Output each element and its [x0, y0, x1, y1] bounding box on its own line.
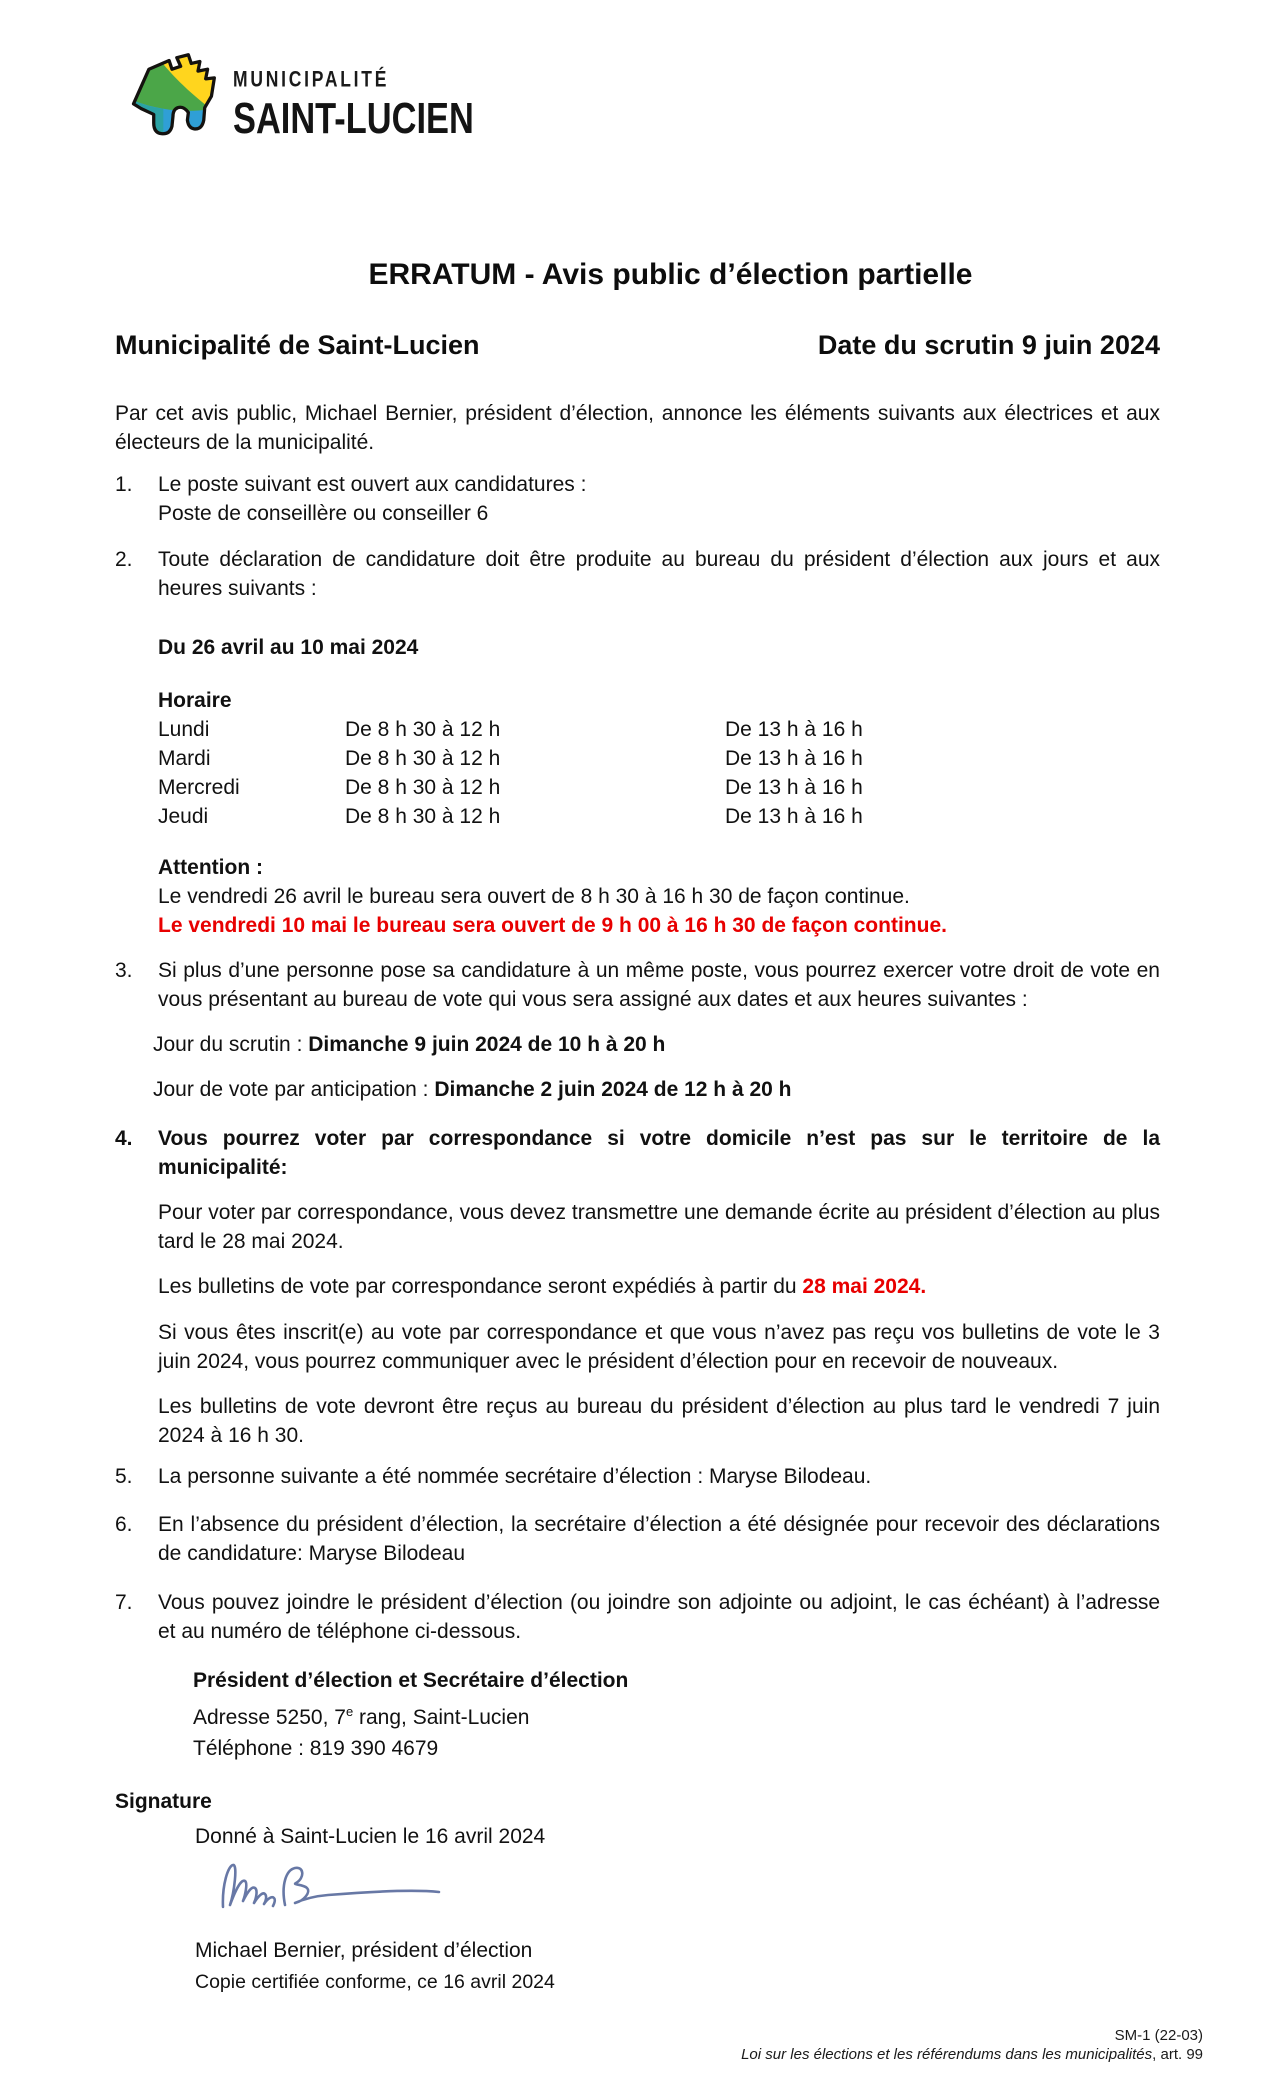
- footer-form-code: SM-1 (22-03): [1114, 2027, 1203, 2044]
- position-name: Poste de conseillère ou conseiller 6: [158, 502, 489, 525]
- list-item-4: [115, 1124, 1160, 1182]
- municipality-logo: [115, 52, 1160, 148]
- signatory-name: Michael Bernier, président d’élection: [195, 1939, 533, 1962]
- brand-text: [233, 52, 534, 143]
- schedule-row: [158, 744, 1160, 773]
- certified-copy-line: Copie certifiée conforme, ce 16 avril 2024: [195, 1971, 555, 1993]
- address-ordinal: e: [345, 1704, 354, 1719]
- am-hours-cell: De 8 h 30 à 12 h: [345, 776, 501, 799]
- law-title: Loi sur les élections et les référendums dans les municipalités: [741, 2046, 1153, 2063]
- scrutin-date: Date du scrutin 9 juin 2024: [817, 330, 1160, 360]
- attention-label: Attention :: [158, 856, 263, 879]
- item-number: 2.: [115, 548, 133, 571]
- declaration-rule: Toute déclaration de candidature doit être produite au bureau du président d’élection aux jours et aux heures suivants :: [158, 548, 1160, 600]
- secretary-appointment: La personne suivante a été nommée secrétaire d’élection : Maryse Bilodeau.: [158, 1465, 872, 1488]
- law-article: , art. 99: [1152, 2046, 1203, 2063]
- footer-law-reference: [741, 2045, 1203, 2064]
- correspondence-paragraph-3: Si vous êtes inscrit(e) au vote par correspondance et que vous n’avez pas reçu vos bulletins de vote le 3 juin 2024, vous pourrez communiquer avec le président d’élection pour en recevoir de nouveaux.: [158, 1321, 1160, 1373]
- secretary-designation: En l’absence du président d’élection, la secrétaire d’élection a été désignée pour recevoir des déclarations de candidature: Maryse Bilodeau: [158, 1513, 1160, 1565]
- territory-map-icon: [121, 52, 223, 148]
- contact-phone: Téléphone : 819 390 4679: [193, 1737, 439, 1760]
- am-hours-cell: De 8 h 30 à 12 h: [345, 747, 501, 770]
- schedule-row: [158, 802, 1160, 831]
- anticipation-day-label: Jour de vote par anticipation :: [153, 1078, 435, 1101]
- day-cell: Lundi: [158, 718, 210, 741]
- mail-vote-heading: Vous pourrez voter par correspondance si votre domicile n’est pas sur le territoire de la municipalité:: [158, 1127, 1160, 1179]
- list-item-3: [115, 956, 1160, 1014]
- intro-paragraph: Par cet avis public, Michael Bernier, président d’élection, annonce les éléments suivants aux électrices et aux électeurs de la municipalité.: [115, 402, 1160, 454]
- attention-line-1: Le vendredi 26 avril le bureau sera ouvert de 8 h 30 à 16 h 30 de façon continue.: [158, 885, 910, 908]
- item-number: 1.: [115, 473, 133, 496]
- mailing-sentence: Les bulletins de vote par correspondance seront expédiés à partir du: [158, 1275, 803, 1298]
- pm-hours-cell: De 13 h à 16 h: [725, 747, 863, 770]
- item-number: 5.: [115, 1465, 133, 1488]
- list-item-6: [115, 1510, 1160, 1568]
- attention-line-2: Le vendredi 10 mai le bureau sera ouvert de 9 h 00 à 16 h 30 de façon continue.: [158, 914, 947, 937]
- scrutin-day-label: Jour du scrutin :: [153, 1033, 309, 1056]
- list-item-7: [115, 1588, 1160, 1646]
- open-position-line: Le poste suivant est ouvert aux candidatures :: [158, 473, 587, 496]
- address-suffix: rang, Saint-Lucien: [353, 1706, 530, 1729]
- pm-hours-cell: De 13 h à 16 h: [725, 776, 863, 799]
- contact-instruction: Vous pouvez joindre le président d’élection (ou joindre son adjointe ou adjoint, le cas échéant) à l’adresse et au numéro de téléphone ci-dessous.: [158, 1591, 1160, 1643]
- scrutin-day-value: Dimanche 9 juin 2024 de 10 h à 20 h: [308, 1033, 666, 1056]
- correspondence-paragraph-2: [158, 1272, 1160, 1301]
- signature-label: Signature: [115, 1790, 212, 1813]
- day-cell: Mercredi: [158, 776, 240, 799]
- am-hours-cell: De 8 h 30 à 12 h: [345, 805, 501, 828]
- schedule-heading: Horaire: [158, 689, 232, 712]
- subtitle-row: [115, 330, 1160, 361]
- schedule-period: Du 26 avril au 10 mai 2024: [158, 636, 419, 659]
- am-hours-cell: De 8 h 30 à 12 h: [345, 718, 501, 741]
- mailing-date-highlight: 28 mai 2024.: [802, 1275, 927, 1298]
- anticipation-day-value: Dimanche 2 juin 2024 de 12 h à 20 h: [434, 1078, 792, 1101]
- schedule-row: [158, 773, 1160, 802]
- contact-address: [193, 1696, 1160, 1733]
- anticipation-day-line: [153, 1075, 1160, 1104]
- contact-title: Président d’élection et Secrétaire d’élection: [193, 1669, 629, 1692]
- list-item-1: [115, 470, 1160, 528]
- schedule-row: [158, 715, 1160, 744]
- municipality-name: Municipalité de Saint-Lucien: [115, 330, 480, 360]
- address-prefix: Adresse 5250, 7: [193, 1706, 346, 1729]
- correspondence-paragraph-4: Les bulletins de vote devront être reçus au bureau du président d’élection au plus tard le vendredi 7 juin 2024 à 16 h 30.: [158, 1395, 1160, 1447]
- brand-saint-lucien: SAINT-LUCIEN: [233, 94, 474, 143]
- notice-title: ERRATUM - Avis public d’élection partielle: [368, 258, 973, 291]
- scrutin-day-line: [153, 1030, 1160, 1059]
- brand-municipalite: MUNICIPALITÉ: [233, 68, 390, 93]
- attention-block: [158, 853, 1160, 940]
- page-footer: [741, 2026, 1203, 2064]
- list-item-5: [115, 1462, 1160, 1491]
- handwritten-signature-image: [213, 1855, 448, 1917]
- day-cell: Mardi: [158, 747, 211, 770]
- item-number: 4.: [115, 1127, 133, 1150]
- item-number: 3.: [115, 959, 133, 982]
- day-cell: Jeudi: [158, 805, 209, 828]
- pm-hours-cell: De 13 h à 16 h: [725, 805, 863, 828]
- contact-block: [193, 1665, 1160, 1764]
- signature-place-date: Donné à Saint-Lucien le 16 avril 2024: [195, 1825, 546, 1848]
- list-item-2: [115, 545, 1160, 603]
- item-number: 7.: [115, 1591, 133, 1614]
- pm-hours-cell: De 13 h à 16 h: [725, 718, 863, 741]
- item-number: 6.: [115, 1513, 133, 1536]
- signature-block: [195, 1822, 1160, 1995]
- multiple-candidates-rule: Si plus d’une personne pose sa candidature à un même poste, vous pourrez exercer votre droit de vote en vous présentant au bureau de vote qui vous sera assigné aux dates et aux heures suivantes :: [158, 959, 1160, 1011]
- correspondence-paragraph-1: Pour voter par correspondance, vous devez transmettre une demande écrite au président d’élection au plus tard le 28 mai 2024.: [158, 1201, 1160, 1253]
